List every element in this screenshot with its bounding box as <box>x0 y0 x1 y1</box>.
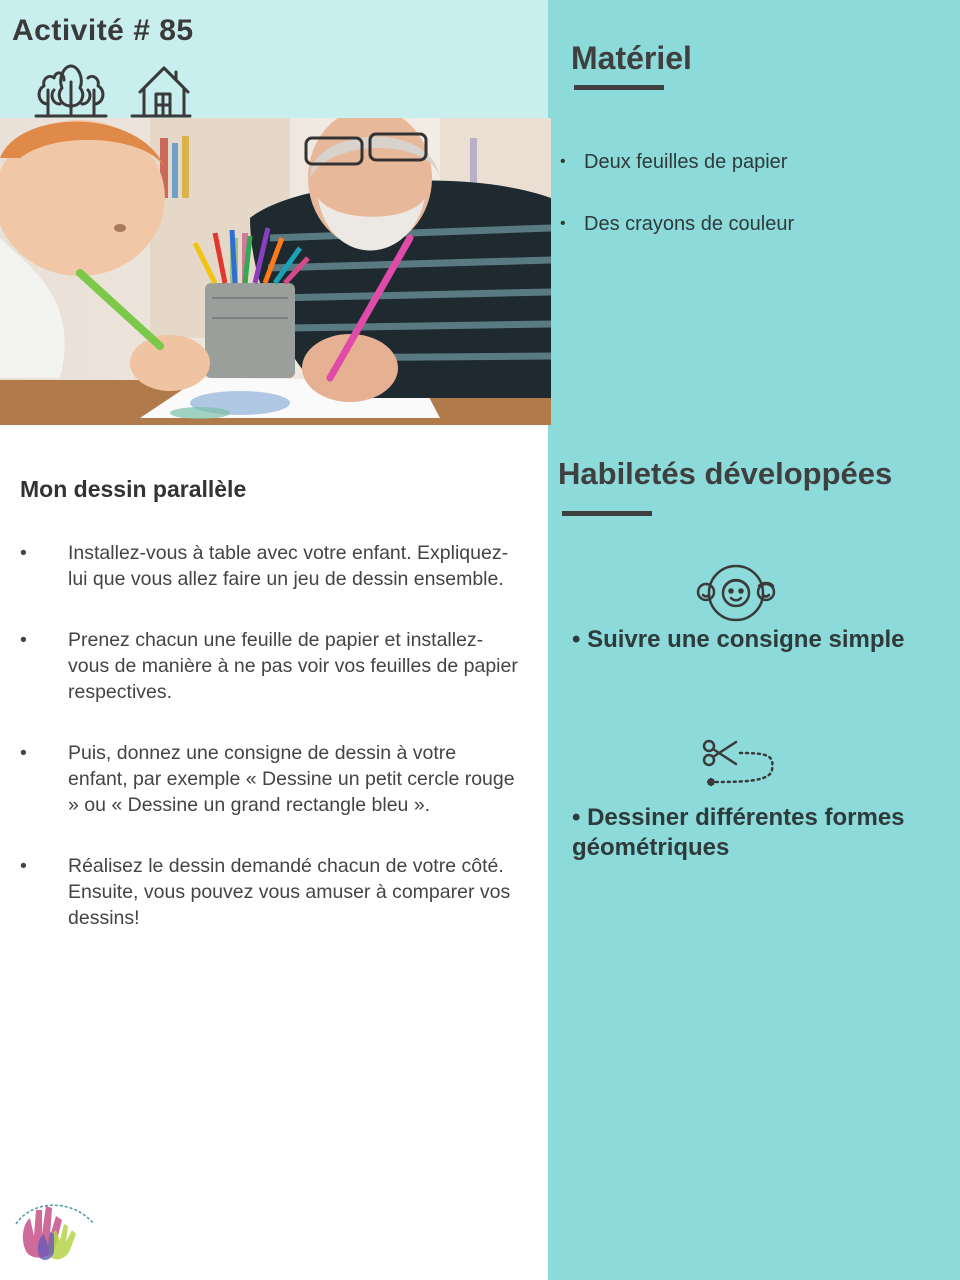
trees-icon <box>34 60 108 118</box>
instruction-step: • Puis, donnez une consigne de dessin à votre enfant, par exemple « Dessine un petit cercle rouge » ou « Dessine un grand rectangle bleu ». <box>20 740 520 818</box>
instruction-step: • Prenez chacun une feuille de papier et installez-vous de manière à ne pas voir vos feuilles de papier respectives. <box>20 627 520 705</box>
faces-icon <box>696 564 780 622</box>
house-icon <box>130 62 192 118</box>
instruction-step: • Installez-vous à table avec votre enfant. Expliquez-lui que vous allez faire un jeu de dessin ensemble. <box>20 540 520 592</box>
materiel-title: Matériel <box>571 40 692 76</box>
habiletes-title: Habiletés développées <box>558 456 893 491</box>
instruction-step: • Réalisez le dessin demandé chacun de votre côté. Ensuite, vous pouvez vous amuser à comparer vos dessins! <box>20 853 520 931</box>
activity-title: Activité # 85 <box>12 14 194 47</box>
materiel-underline <box>574 85 664 90</box>
skill-item: • Dessiner différentes formes géométriques <box>572 804 905 861</box>
materiel-list <box>558 146 948 270</box>
activity-name: Mon dessin parallèle <box>20 476 247 502</box>
materiel-item: • Deux feuilles de papier <box>558 146 948 208</box>
scissors-icon <box>700 736 776 794</box>
habiletes-underline <box>562 511 652 516</box>
instruction-steps <box>20 540 520 966</box>
photo-grandfather-child-drawing <box>0 118 551 425</box>
skill-item: • Suivre une consigne simple <box>572 626 905 653</box>
materiel-item: • Des crayons de couleur <box>558 208 948 270</box>
hands-logo <box>10 1194 98 1264</box>
